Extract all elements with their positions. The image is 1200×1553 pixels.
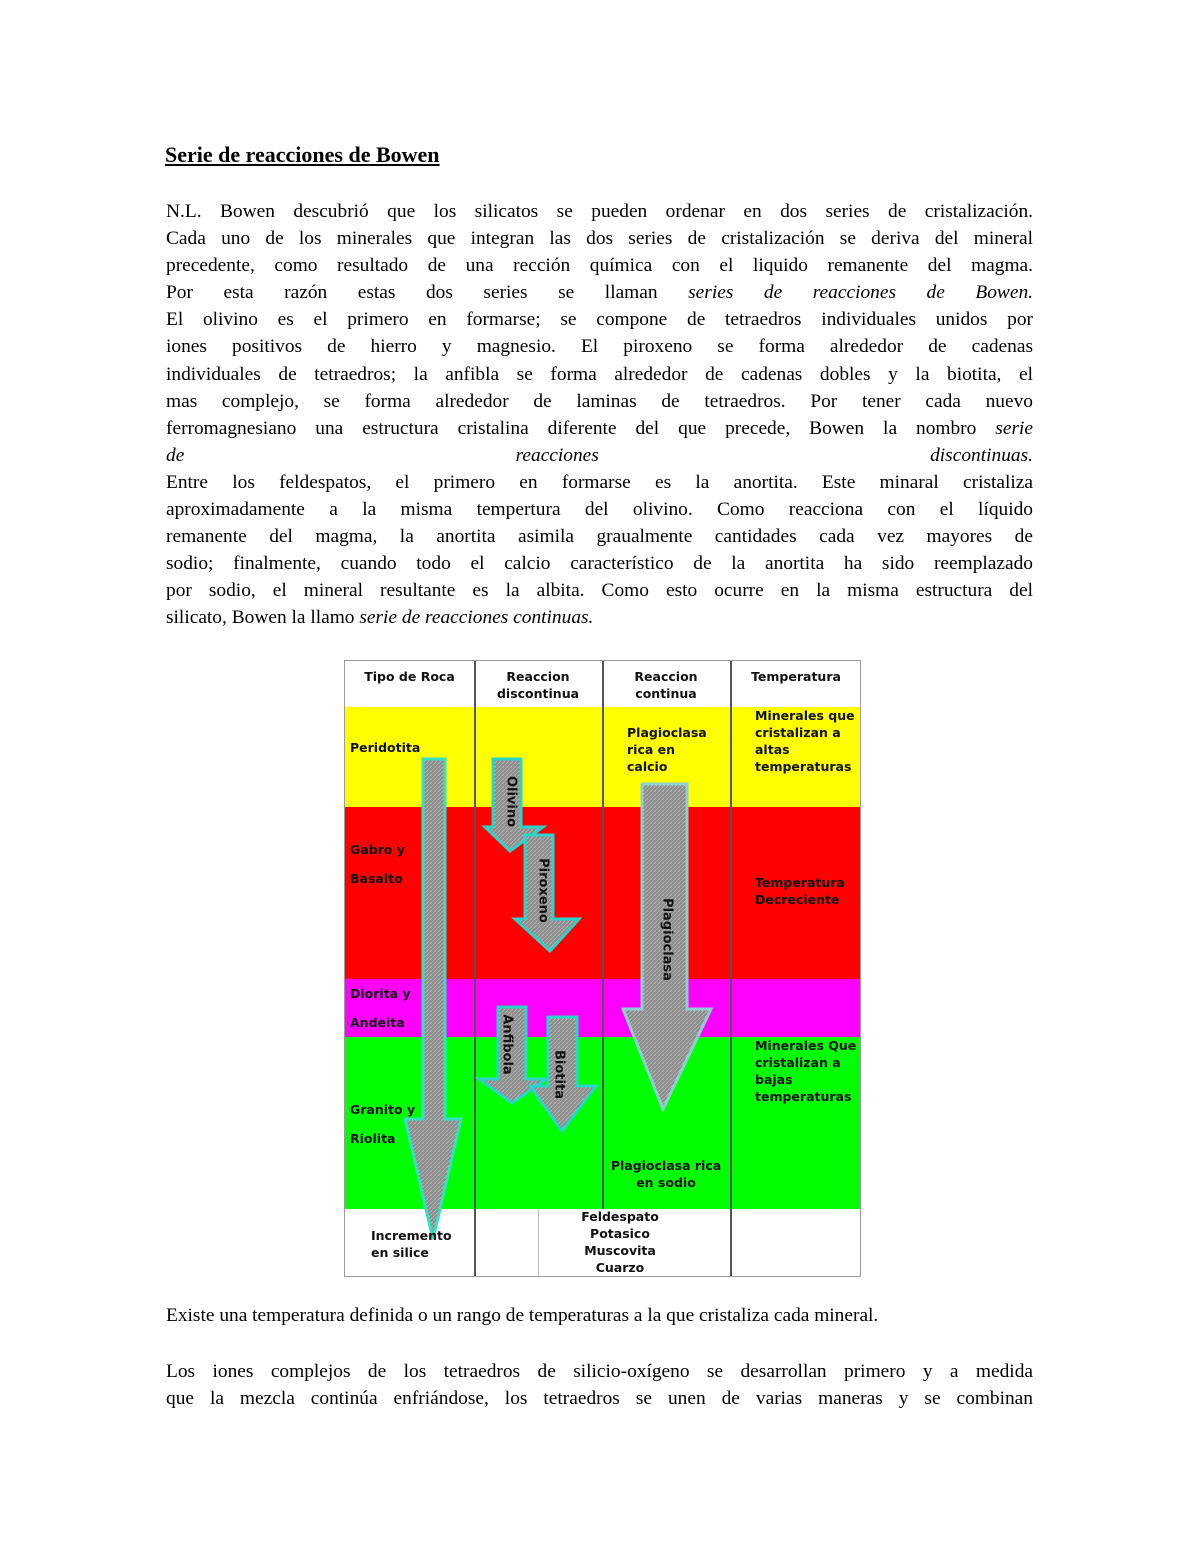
rock-diorita: Diorita y bbox=[350, 986, 411, 1001]
text-segment: Por esta razón estas dos series se llaman bbox=[166, 282, 658, 304]
text-line: Entre los feldespatos, el primero en formarse es la anortita. Este minaral cristaliza bbox=[166, 471, 1033, 493]
plagioclase-calcium: Plagioclasa rica en calcio bbox=[627, 725, 707, 774]
plagioclase-sodium: Plagioclasa rica en sodio bbox=[610, 1158, 722, 1190]
biotita-label: Biotita bbox=[551, 1050, 567, 1099]
text-line: Los iones complejos de los tetraedros de silicio-oxígeno se desarrollan primero y a medida bbox=[166, 1361, 1033, 1382]
text-line: Cada uno de los minerales que integran las dos series de cristalización se deriva del mineral bbox=[166, 228, 1033, 250]
rock-peridotita: Peridotita bbox=[350, 740, 421, 755]
rock-granito: Granito y bbox=[350, 1102, 416, 1117]
bowen-series-figure bbox=[344, 660, 861, 1277]
intro-paragraph bbox=[166, 198, 1033, 632]
header-temperature: Temperatura bbox=[751, 669, 841, 684]
header-rock-type: Tipo de Roca bbox=[364, 669, 455, 684]
italic-term: serie de reacciones continuas. bbox=[359, 607, 594, 629]
italic-term: series de reacciones de Bowen. bbox=[688, 282, 1033, 304]
text-line: El olivino es el primero en formarse; se compone de tetraedros individuales unidos por bbox=[166, 309, 1033, 331]
text-line: remanente del magma, la anortita asimila graualmente cantidades cada vez mayores de bbox=[166, 526, 1033, 548]
text-segment: ferromagnesiano una estructura cristalina diferente del que precede, Bowen la nombro bbox=[166, 417, 977, 439]
page-title: Serie de reacciones de Bowen bbox=[165, 142, 440, 167]
mineral-item: Feldespato bbox=[581, 1209, 659, 1224]
text-line: que la mezcla continúa enfriándose, los tetraedros se unen de varias maneras y se combinan bbox=[166, 1388, 1033, 1410]
text-line: N.L. Bowen descubrió que los silicatos se pueden ordenar en dos series de cristalización. bbox=[166, 201, 1033, 222]
text-line: mas complejo, se forma alrededor de laminas de tetraedros. Por tener cada nuevo bbox=[166, 390, 1033, 412]
italic-term: discontinuas. bbox=[930, 444, 1033, 466]
plagioclasa-label: Plagioclasa bbox=[659, 898, 675, 981]
mineral-item: Potasico bbox=[590, 1226, 650, 1241]
text-line: por sodio, el mineral resultante es la albita. Como esto ocurre en la misma estructura del bbox=[166, 580, 1033, 602]
temp-decreasing-label: Temperatura Decreciente bbox=[755, 875, 845, 907]
text-line bbox=[166, 604, 1033, 631]
silica-arrow bbox=[405, 759, 461, 1239]
text-line: aproximadamente a la misma tempertura del olivino. Como reacciona con el líquido bbox=[166, 499, 1033, 521]
italic-term: serie bbox=[995, 417, 1033, 439]
rock-gabro: Gabro y bbox=[350, 842, 405, 857]
rock-basalto: Basalto bbox=[350, 871, 403, 886]
late-minerals bbox=[555, 1208, 685, 1276]
silica-increase-label: Incremento en silice bbox=[371, 1228, 452, 1260]
text-line bbox=[166, 279, 1033, 306]
rock-andeita: Andeita bbox=[350, 1015, 405, 1030]
mineral-item: Muscovita bbox=[584, 1243, 656, 1258]
text-line: precedente, como resultado de una rección química con el liquido remanente del magma. bbox=[166, 255, 1033, 277]
text-line bbox=[166, 442, 1033, 469]
temp-high-label: Minerales que cristalizan a altas temperaturas bbox=[755, 708, 855, 774]
text-line: individuales de tetraedros; la anfibla se forma alrededor de cadenas dobles y la biotita, el bbox=[166, 363, 1033, 385]
anfibola-label: Anfibola bbox=[499, 1014, 515, 1075]
piroxeno-label: Piroxeno bbox=[535, 858, 551, 923]
italic-term: reacciones bbox=[515, 444, 599, 466]
header-continuous: Reaccion continua bbox=[634, 669, 698, 701]
text-segment: silicato, Bowen la llamo bbox=[166, 607, 355, 629]
text-line bbox=[166, 415, 1033, 442]
text-line: iones positivos de hierro y magnesio. El piroxeno se forma alrededor de cadenas bbox=[166, 336, 1033, 358]
italic-term: de bbox=[166, 444, 185, 466]
olivino-label: Olivino bbox=[503, 775, 519, 828]
header-discontinuous: Reaccion discontinua bbox=[496, 669, 580, 701]
temp-low-label: Minerales Que cristalizan a bajas temperaturas bbox=[755, 1038, 857, 1104]
silicate-paragraph bbox=[166, 1358, 1033, 1412]
temperature-paragraph: Existe una temperatura definida o un rango de temperaturas a la que cristaliza cada mineral. bbox=[166, 1305, 879, 1326]
text-line: sodio; finalmente, cuando todo el calcio característico de la anortita ha sido reemplazado bbox=[166, 553, 1033, 575]
mineral-item: Cuarzo bbox=[595, 1260, 645, 1275]
rock-riolita: Riolita bbox=[350, 1131, 396, 1146]
